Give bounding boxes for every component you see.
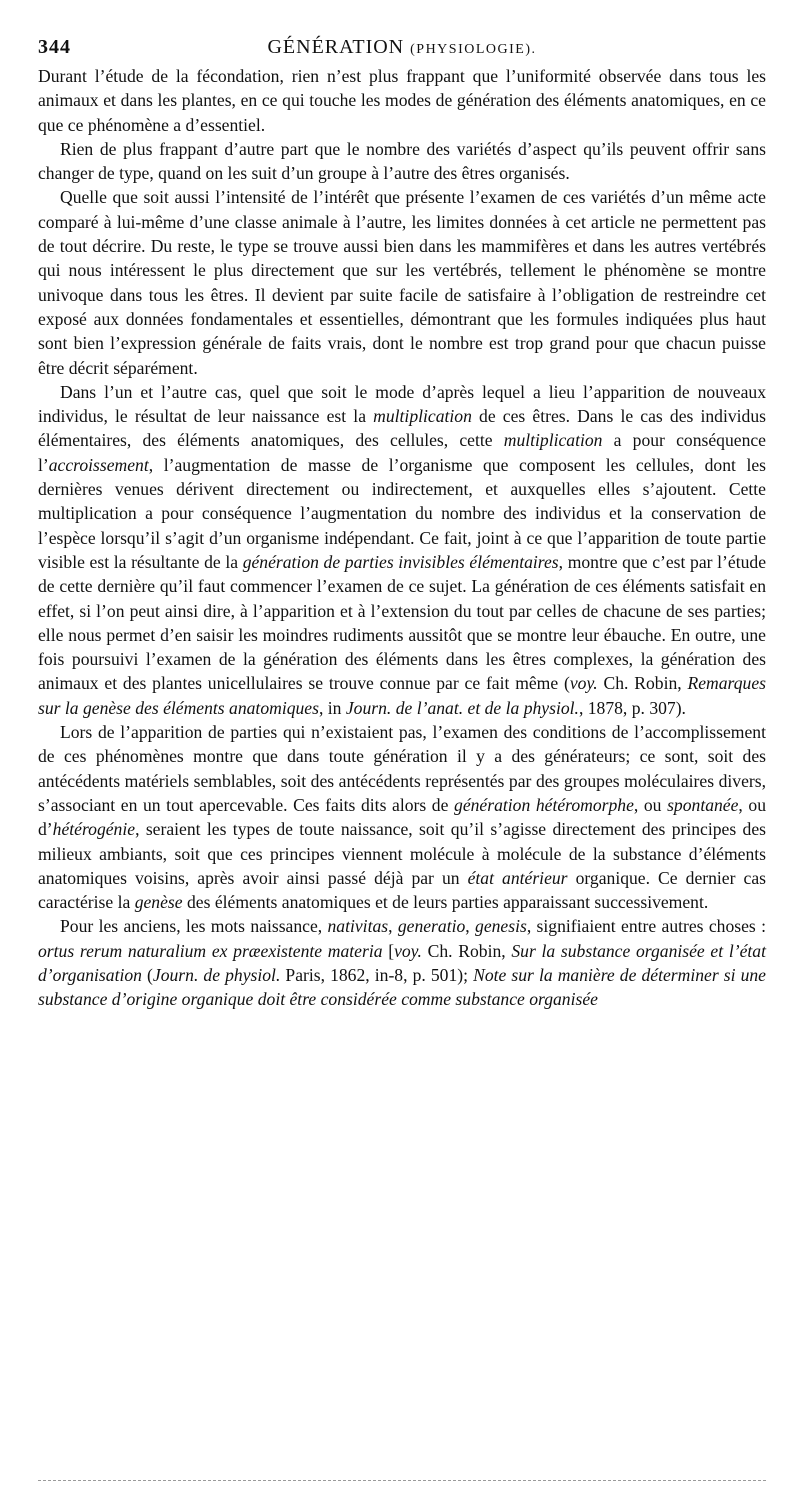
text-run: [: [382, 940, 395, 961]
text-run: ,: [388, 916, 398, 937]
italic-run: genesis: [475, 916, 527, 937]
running-title-main: GÉNÉRATION: [267, 36, 405, 58]
italic-run: generatio: [397, 916, 466, 937]
italic-run: ortus rerum naturalium ex præexistente materia: [38, 940, 383, 961]
paragraph: [38, 720, 766, 914]
text-run: Ch. Robin,: [421, 940, 512, 961]
italic-run: hétérogénie: [52, 819, 136, 840]
italic-run: génération de parties invisibles élémentaires: [242, 551, 559, 572]
italic-run: accroissement: [48, 454, 149, 475]
text-run: organique. Ce dernier cas caractérise la: [38, 867, 766, 913]
italic-run: voy.: [569, 673, 598, 694]
text-run: Quelle que soit aussi l’intensité de l’intérêt que présente l’examen de ces variétés d’un même acte comparé à lui-même d’une classe animale à l’autre, les limites données à cet article ne permettent pas de tout décrire. Du reste, le type se trouve aussi bien dans les mammifères et dans les autres vertébrés qui nous intéressent le plus directement que sur les vertébrés, tellement le phénomène se montre univoque dans tous les êtres. Il devient par suite facile de satisfaire à l’obligation de restreindre cet exposé aux données fondamentales et essentielles, démontrant que les formules indiquées plus haut sont bien l’expression générale de faits vrais, dont le nombre est trop grand pour que chacun puisse être décrit séparément.: [38, 187, 766, 378]
running-title: [38, 36, 766, 59]
text-run: , montre que c’est par l’étude de cette dernière qu’il faut commencer l’examen de ce sujet. La génération de ces éléments satisfait en effet, si l’on peut ainsi dire, à l’apparition et à l’extension du tout par celles de chacune de ses parties; elle nous permet d’en saisir les moindres rudiments aussitôt que se montre leur ébauche. En outre, une fois poursuivi l’examen de la génération des éléments dans les êtres complexes, la génération des animaux et des plantes unicellulaires se trouve connue par ce fait même (: [38, 551, 767, 694]
running-head: [38, 30, 766, 64]
text-run: Pour les anciens, les mots naissance,: [60, 916, 328, 937]
italic-run: Note sur la manière de déterminer si une substance d’origine organique doit être considérée comme substance organisée: [38, 964, 766, 1010]
text-run: , l’augmentation de masse de l’organisme que composent les cellules, dont les dernières venues dérivent directement ou indirectement, et auxquelles elles s’ajoutent. Cette multiplication a pour conséquence l’augmentation du nombre des individus et la conservation de l’espèce lorsqu’il s’agit d’un organisme indépendant. Ce fait, joint à ce que l’apparition de toute partie visible est la résultante de la: [38, 454, 766, 572]
footer-rule: [38, 1480, 766, 1481]
text-run: Durant l’étude de la fécondation, rien n’est plus frappant que l’uniformité observée dans tous les animaux et dans les plantes, en ce qui touche les modes de génération des éléments anatomiques, en ce que ce phénomène a d’essentiel.: [38, 66, 766, 135]
text-run: , 1878, p. 307).: [578, 697, 686, 718]
text-run: , signifiaient entre autres choses :: [526, 916, 766, 937]
italic-run: génération hétéromorphe: [454, 794, 634, 815]
italic-run: spontanée: [667, 794, 739, 815]
text-run: des éléments anatomiques et de leurs parties apparaissant successivement.: [182, 892, 709, 913]
italic-run: Journ. de l’anat. et de la physiol.: [345, 697, 579, 718]
paragraph: [38, 137, 766, 186]
text-run: ,: [465, 916, 476, 937]
italic-run: Sur la substance organisée et l’état d’organisation: [38, 940, 766, 985]
text-run: Paris, 1862, in-8, p. 501);: [280, 964, 474, 985]
running-title-subtitle: (PHYSIOLOGIE).: [410, 42, 537, 57]
body-text: [38, 64, 766, 1012]
text-run: Lors de l’apparition de parties qui n’existaient pas, l’examen des conditions de l’accomplissement de ces phénomènes montre que dans toute génération il y a des générateurs; ce sont, soit des antécédents matériels semblables, soit des antécédents représentés par des groupes moléculaires divers, s’associant en un tout apercevable. Ces faits dits alors de: [38, 722, 766, 815]
page-number: 344: [38, 36, 71, 58]
paragraph: [38, 914, 766, 1011]
italic-run: nativitas: [327, 916, 389, 937]
text-run: de ces êtres. Dans le cas des individus élémentaires, des éléments anatomiques, des cellules, cette: [38, 406, 766, 451]
text-run: , ou: [633, 794, 668, 815]
italic-run: multiplication: [373, 406, 472, 427]
italic-run: voy.: [394, 940, 422, 961]
document-page: [38, 30, 766, 1012]
italic-run: état antérieur: [467, 867, 568, 888]
paragraph: [38, 185, 766, 379]
italic-run: genèse: [134, 892, 183, 913]
text-run: (: [141, 964, 153, 985]
text-run: Ch. Robin,: [597, 673, 688, 694]
italic-run: multiplication: [503, 430, 603, 451]
italic-run: Journ. de physiol.: [152, 964, 281, 985]
italic-run: Remarques sur la genèse des éléments anatomiques: [38, 673, 766, 718]
text-run: , seraient les types de toute naissance, soit qu’il s’agisse directement des principes des milieux ambiants, soit que ces principes viennent molécule à molécule de la substance d’éléments anatomiques voisins, après avoir ainsi passé déjà par un: [38, 819, 766, 888]
text-run: Rien de plus frappant d’autre part que le nombre des variétés d’aspect qu’ils peuvent offrir sans changer de type, quand on les suit d’un groupe à l’autre des êtres organisés.: [38, 138, 766, 184]
paragraph: [38, 64, 766, 137]
text-run: a pour conséquence l’: [38, 430, 766, 475]
text-run: Dans l’un et l’autre cas, quel que soit le mode d’après lequel a lieu l’apparition de nouveaux individus, le résultat de leur naissance est la: [38, 381, 766, 427]
text-run: , in: [318, 697, 346, 718]
paragraph: [38, 380, 766, 720]
text-run: , ou d’: [38, 794, 767, 840]
